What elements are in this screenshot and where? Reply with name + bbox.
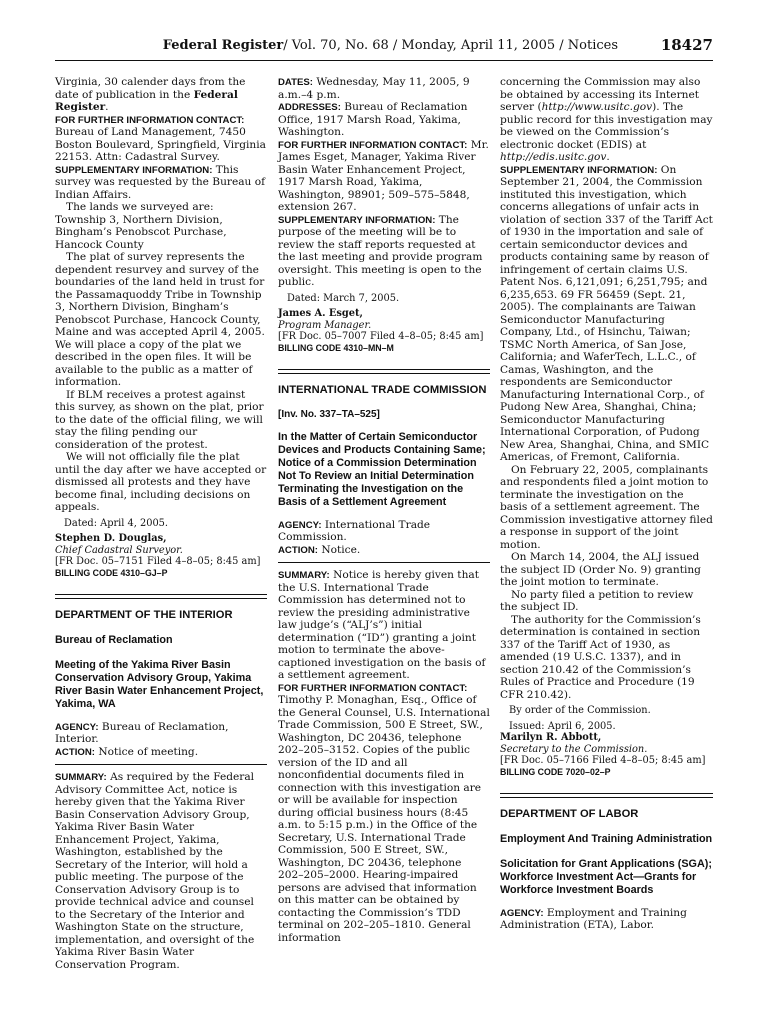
issue-info: / Vol. 70, No. 68 / Monday, April 11, 2005 / Notices bbox=[283, 38, 618, 53]
supp-block: SUPPLEMENTARY INFORMATION: This survey was requested by the Bureau of Indian Affairs. bbox=[55, 163, 266, 201]
ffi-block: FOR FURTHER INFORMATION CONTACT: Mr. James Esget, Manager, Yakima River Basin Water Enhancement Project, 1917 Marsh Road, Yakima, Washington, 98901; 509–575–5848, extension 267. bbox=[278, 138, 489, 213]
divider bbox=[55, 764, 267, 765]
agency-line: AGENCY: International Trade Commission. bbox=[278, 518, 431, 544]
agency-heading: DEPARTMENT OF THE INTERIOR bbox=[55, 609, 233, 622]
lead-paragraph: Virginia, 30 calender days from the date of publication in the Federal Register. bbox=[55, 76, 246, 113]
signer-name: Stephen D. Douglas, bbox=[55, 533, 167, 545]
section-divider bbox=[55, 594, 267, 599]
fr-doc: [FR Doc. 05–7166 Filed 4–8–05; 8:45 am] bbox=[500, 755, 706, 767]
body-paragraph: The authority for the Commission’s determination is contained in section 337 of the Tariff Act of 1930, as amended (19 U.S.C. 1337), and in section 210.42 of the Commission’s Rules of Practice and Procedure (19 CFR 210.42). bbox=[500, 613, 701, 701]
ffi-block: FOR FURTHER INFORMATION CONTACT: Bureau of Land Management, 7450 Boston Boulevard, Springfield, Virginia 22153. Attn: Cadastral Survey. bbox=[55, 114, 266, 163]
fr-doc: [FR Doc. 05–7151 Filed 4–8–05; 8:45 am] bbox=[55, 556, 261, 568]
document-title: Solicitation for Grant Applications (SGA); Workforce Investment Act—Grants for Workforce Investment Boards bbox=[500, 858, 712, 896]
agency-line: AGENCY: Employment and Training Administration (ETA), Labor. bbox=[500, 906, 687, 932]
agency-heading: INTERNATIONAL TRADE COMMISSION bbox=[278, 384, 487, 397]
order-line: By order of the Commission. bbox=[509, 705, 651, 716]
body-paragraph: On March 14, 2004, the ALJ issued the subject ID (Order No. 9) granting the joint motion to terminate. bbox=[500, 551, 701, 588]
section-divider bbox=[278, 369, 490, 374]
document-title: In the Matter of Certain Semiconductor Devices and Products Containing Same; Notice of a Commission Determination Not To Review an Initial Determination Terminating the Investigation on the Basis of a Settlement Agreement bbox=[278, 431, 486, 508]
supp-block: SUPPLEMENTARY INFORMATION: The purpose of the meeting will be to review the staff reports requested at the last meeting and provide program oversight. This meeting is open to the public. bbox=[278, 213, 483, 288]
body-paragraph: We will not officially file the plat until the day after we have accepted or dismissed all protests and they have become final, including decisions on appeals. bbox=[55, 451, 267, 513]
signer-name: James A. Esget, bbox=[278, 308, 363, 320]
divider bbox=[278, 562, 490, 563]
issued-line: Issued: April 6, 2005. bbox=[509, 720, 616, 732]
ffi-block-2: FOR FURTHER INFORMATION CONTACT: Timothy P. Monaghan, Esq., Office of the General Counsel, U.S. International Trade Commission, 500 E Street, SW., Washington, DC 20436, telephone 202–205–3152. Copies of the public version of the ID and all nonconfidential documents filed in connection with this investigation are or will be available for inspection during official business hours (8:45 a.m. to 5:15 p.m.) in the Office of the Secretary, U.S. International Trade Commission, 500 E Street, SW., Washington, DC 20436, telephone 202–205–2000. Hearing-impaired persons are advised that information on this matter can be obtained by contacting the Commission’s TDD terminal on 202–205–1810. General information bbox=[278, 682, 490, 944]
fr-doc: [FR Doc. 05–7007 Filed 4–8–05; 8:45 am] bbox=[278, 331, 484, 343]
column-2 bbox=[278, 76, 490, 944]
dates-block: DATES: Wednesday, May 11, 2005, 9 a.m.–4 p.m. bbox=[278, 76, 470, 101]
page-number: 18427 bbox=[660, 36, 713, 54]
signer-title: Secretary to the Commission. bbox=[500, 743, 648, 755]
billing-code: BILLING CODE 4310–GJ–P bbox=[55, 567, 168, 578]
section-divider bbox=[500, 793, 713, 798]
addresses-block: ADDRESSES: Bureau of Reclamation Office, 1917 Marsh Road, Yakima, Washington. bbox=[278, 101, 468, 138]
summary-block: SUMMARY: As required by the Federal Advisory Committee Act, notice is hereby given that the Yakima River Basin Conservation Advisory Group, Yakima River Basin Water Enhancement Project, Yakima, Washington, established by the Secretary of the Interior, will hold a public meeting. The purpose of the Conservation Advisory Group is to provide technical advice and counsel to the Secretary of the Interior and Washington State on the structure, implementation, and oversight of the Yakima River Basin Water Conservation Program. bbox=[55, 771, 255, 971]
body-paragraph: If BLM receives a protest against this survey, as shown on the plat, prior to the date of the official filing, we will stay the filing pending our consideration of the protest. bbox=[55, 388, 264, 451]
supp-block: SUPPLEMENTARY INFORMATION: On September 21, 2004, the Commission instituted this investigation, which concerns allegations of unfair acts in violation of section 337 of the Tariff Act of 1930 in the importation and sale of certain semiconductor devices and products containing same by reason of infringement of certain claims U.S. Patent Nos. 6,121,091; 6,251,795; and 6,235,653. 69 FR 56459 (Sept. 21, 2005). The complainants are Taiwan Semiconductor Manufacturing Company, Ltd., of Hsinchu, Taiwan; TSMC North America, of San Jose, California; and WaferTech, L.L.C., of Camas, Washington, and the respondents are Semiconductor Manufacturing International Corp., of Pudong New Area, Shanghai, China; Semiconductor Manufacturing International Corporation, of Pudong New Area, Shanghai, China, and SMIC Americas, of Fremont, California. bbox=[500, 163, 713, 463]
page-header bbox=[55, 36, 713, 61]
column-1 bbox=[55, 76, 267, 971]
billing-code: BILLING CODE 7020–02–P bbox=[500, 766, 611, 777]
dated-line: Dated: March 7, 2005. bbox=[287, 292, 400, 304]
agency-heading: DEPARTMENT OF LABOR bbox=[500, 808, 639, 821]
header-citation bbox=[163, 38, 618, 53]
column-3 bbox=[500, 76, 713, 932]
body-paragraph: The lands we surveyed are: Township 3, Northern Division, Bingham’s Penobscot Purchase, Hancock County bbox=[55, 201, 227, 251]
body-paragraph: No party filed a petition to review the subject ID. bbox=[500, 588, 694, 613]
summary-block: SUMMARY: Notice is hereby given that the U.S. International Trade Commission has determined not to review the presiding administrative law judge’s (“ALJ’s”) initial determination (“ID”) granting a joint motion to terminate the above-captioned investigation on the basis of a settlement agreement. bbox=[278, 569, 486, 682]
subagency-heading: Bureau of Reclamation bbox=[55, 634, 173, 647]
document-title: Meeting of the Yakima River Basin Conservation Advisory Group, Yakima River Basin Water Enhancement Project, Yakima, WA bbox=[55, 659, 264, 710]
billing-code: BILLING CODE 4310–MN–M bbox=[278, 342, 394, 353]
journal-name: Federal Register bbox=[162, 38, 284, 53]
subagency-heading: Employment And Training Administration bbox=[500, 833, 713, 846]
agency-line: AGENCY: Bureau of Reclamation, Interior. bbox=[55, 720, 229, 746]
body-paragraph: On February 22, 2005, complainants and respondents filed a joint motion to terminate the investigation on the basis of a settlement agreement. The Commission investigative attorney filed a response in support of the joint motion. bbox=[500, 463, 713, 551]
signer-name: Marilyn R. Abbott, bbox=[500, 732, 602, 744]
action-line: ACTION: Notice of meeting. bbox=[55, 745, 199, 758]
action-line: ACTION: Notice. bbox=[278, 543, 361, 556]
body-paragraph: The plat of survey represents the dependent resurvey and survey of the boundaries of the land held in trust for the Passamaquoddy Tribe in Township 3, Northern Division, Bingham’s Penobscot Purchase, Hancock County, Maine and was accepted April 4, 2005. We will place a copy of the plat we described in the open files. It will be available to the public as a matter of information. bbox=[55, 251, 265, 388]
dated-line: Dated: April 4, 2005. bbox=[64, 517, 169, 529]
signer-title: Program Manager. bbox=[278, 319, 372, 331]
docket-number: [Inv. No. 337–TA–525] bbox=[278, 409, 380, 421]
usitc-url-link[interactable]: http://www.usitc.gov bbox=[541, 101, 653, 113]
signer-title: Chief Cadastral Surveyor. bbox=[55, 544, 183, 556]
edis-url-link[interactable]: http://edis.usitc.gov bbox=[500, 151, 607, 163]
continued-paragraph: concerning the Commission may also be obtained by accessing its Internet server (http://www.usitc.gov). The public record for this investigation may be viewed on the Commission’s electronic docket (EDIS) at http://edis.usitc.gov. bbox=[500, 76, 713, 163]
